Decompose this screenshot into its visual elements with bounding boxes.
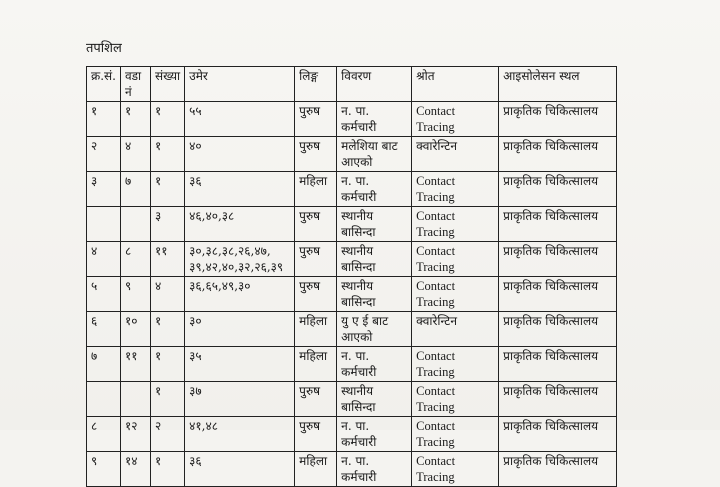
cell-serial: ४ — [87, 242, 121, 277]
cell-description: स्थानीय बासिन्दा — [337, 207, 412, 242]
cell-sex: पुरुष — [295, 277, 337, 312]
cell-age: ३६,६५,४९,३० — [185, 277, 295, 312]
header-isolation: आइसोलेसन स्थल — [499, 67, 617, 102]
cell-serial: ८ — [87, 417, 121, 452]
cell-serial: १ — [87, 102, 121, 137]
cell-isolation: प्राकृतिक चिकित्सालय — [499, 277, 617, 312]
cell-serial: ६ — [87, 312, 121, 347]
cell-description: न. पा. कर्मचारी — [337, 102, 412, 137]
table-row — [87, 382, 617, 417]
cell-count: १ — [150, 452, 184, 487]
cell-description: मलेशिया बाट आएको — [337, 137, 412, 172]
cell-serial: ५ — [87, 277, 121, 312]
cell-ward — [120, 207, 150, 242]
cell-serial: ७ — [87, 347, 121, 382]
table-row — [87, 102, 617, 137]
cell-description: न. पा. कर्मचारी — [337, 347, 412, 382]
cell-isolation: प्राकृतिक चिकित्सालय — [499, 207, 617, 242]
cell-sex: पुरुष — [295, 137, 337, 172]
cell-sex: पुरुष — [295, 242, 337, 277]
cell-age: ३०,३८,३८,२६,४७, ३९,४२,४०,३२,२६,३९ — [185, 242, 295, 277]
table-row — [87, 347, 617, 382]
cell-serial — [87, 382, 121, 417]
cell-age: ४६,४०,३८ — [185, 207, 295, 242]
cell-age: ३५ — [185, 347, 295, 382]
cell-source: Contact Tracing — [412, 207, 499, 242]
table-row — [87, 277, 617, 312]
section-title: तपशिल — [86, 41, 122, 56]
cell-sex: पुरुष — [295, 207, 337, 242]
cell-isolation: प्राकृतिक चिकित्सालय — [499, 347, 617, 382]
cell-source: Contact Tracing — [412, 452, 499, 487]
cell-count: १ — [150, 102, 184, 137]
cell-sex: महिला — [295, 452, 337, 487]
header-source: श्रोत — [412, 67, 499, 102]
cell-ward: १४ — [120, 452, 150, 487]
cell-description: स्थानीय बासिन्दा — [337, 382, 412, 417]
cases-table — [86, 66, 617, 487]
cell-age: ४१,४८ — [185, 417, 295, 452]
cell-count: १ — [150, 172, 184, 207]
cell-ward — [120, 382, 150, 417]
header-age: उमेर — [185, 67, 295, 102]
cell-description: न. पा. कर्मचारी — [337, 417, 412, 452]
cell-count: ३ — [150, 207, 184, 242]
header-count: संख्या — [150, 67, 184, 102]
cell-count: २ — [150, 417, 184, 452]
cell-isolation: प्राकृतिक चिकित्सालय — [499, 312, 617, 347]
table-row — [87, 417, 617, 452]
cell-serial: ९ — [87, 452, 121, 487]
header-description: विवरण — [337, 67, 412, 102]
cell-source: Contact Tracing — [412, 382, 499, 417]
cell-ward: ८ — [120, 242, 150, 277]
cell-age: ३६ — [185, 172, 295, 207]
cell-ward: १० — [120, 312, 150, 347]
cell-description: यु ए ई बाट आएको — [337, 312, 412, 347]
cell-description: न. पा. कर्मचारी — [337, 172, 412, 207]
cell-age: ३० — [185, 312, 295, 347]
cell-ward: ७ — [120, 172, 150, 207]
cell-ward: १२ — [120, 417, 150, 452]
cell-count: ४ — [150, 277, 184, 312]
table-row — [87, 452, 617, 487]
cell-description: स्थानीय बासिन्दा — [337, 242, 412, 277]
cell-ward: ११ — [120, 347, 150, 382]
cell-source: Contact Tracing — [412, 417, 499, 452]
cell-count: १ — [150, 137, 184, 172]
cell-source: Contact Tracing — [412, 102, 499, 137]
table-row — [87, 172, 617, 207]
cell-source: क्वारेन्टिन — [412, 137, 499, 172]
cell-source: Contact Tracing — [412, 347, 499, 382]
cell-ward: १ — [120, 102, 150, 137]
cell-sex: पुरुष — [295, 102, 337, 137]
header-sex: लिङ्ग — [295, 67, 337, 102]
cell-isolation: प्राकृतिक चिकित्सालय — [499, 137, 617, 172]
cell-source: Contact Tracing — [412, 172, 499, 207]
cell-isolation: प्राकृतिक चिकित्सालय — [499, 382, 617, 417]
cell-age: ५५ — [185, 102, 295, 137]
cell-serial — [87, 207, 121, 242]
cell-isolation: प्राकृतिक चिकित्सालय — [499, 102, 617, 137]
cell-description: स्थानीय बासिन्दा — [337, 277, 412, 312]
header-serial: क्र.सं. — [87, 67, 121, 102]
cell-age: ४० — [185, 137, 295, 172]
cell-serial: २ — [87, 137, 121, 172]
cell-serial: ३ — [87, 172, 121, 207]
cell-age: ३६ — [185, 452, 295, 487]
cell-count: १ — [150, 312, 184, 347]
cell-isolation: प्राकृतिक चिकित्सालय — [499, 242, 617, 277]
cell-isolation: प्राकृतिक चिकित्सालय — [499, 417, 617, 452]
cell-source: क्वारेन्टिन — [412, 312, 499, 347]
cell-isolation: प्राकृतिक चिकित्सालय — [499, 452, 617, 487]
cell-sex: महिला — [295, 347, 337, 382]
table-row — [87, 137, 617, 172]
cell-ward: ९ — [120, 277, 150, 312]
cell-description: न. पा. कर्मचारी — [337, 452, 412, 487]
table-row — [87, 312, 617, 347]
cell-sex: पुरुष — [295, 417, 337, 452]
cell-source: Contact Tracing — [412, 277, 499, 312]
cell-source: Contact Tracing — [412, 242, 499, 277]
cell-sex: पुरुष — [295, 382, 337, 417]
cell-count: ११ — [150, 242, 184, 277]
table-row — [87, 242, 617, 277]
header-ward: वडा नं — [120, 67, 150, 102]
cell-sex: महिला — [295, 312, 337, 347]
cell-ward: ४ — [120, 137, 150, 172]
cell-age: ३७ — [185, 382, 295, 417]
cell-sex: महिला — [295, 172, 337, 207]
table-row — [87, 207, 617, 242]
cell-isolation: प्राकृतिक चिकित्सालय — [499, 172, 617, 207]
cell-count: १ — [150, 347, 184, 382]
cell-count: १ — [150, 382, 184, 417]
table-header-row — [87, 67, 617, 102]
